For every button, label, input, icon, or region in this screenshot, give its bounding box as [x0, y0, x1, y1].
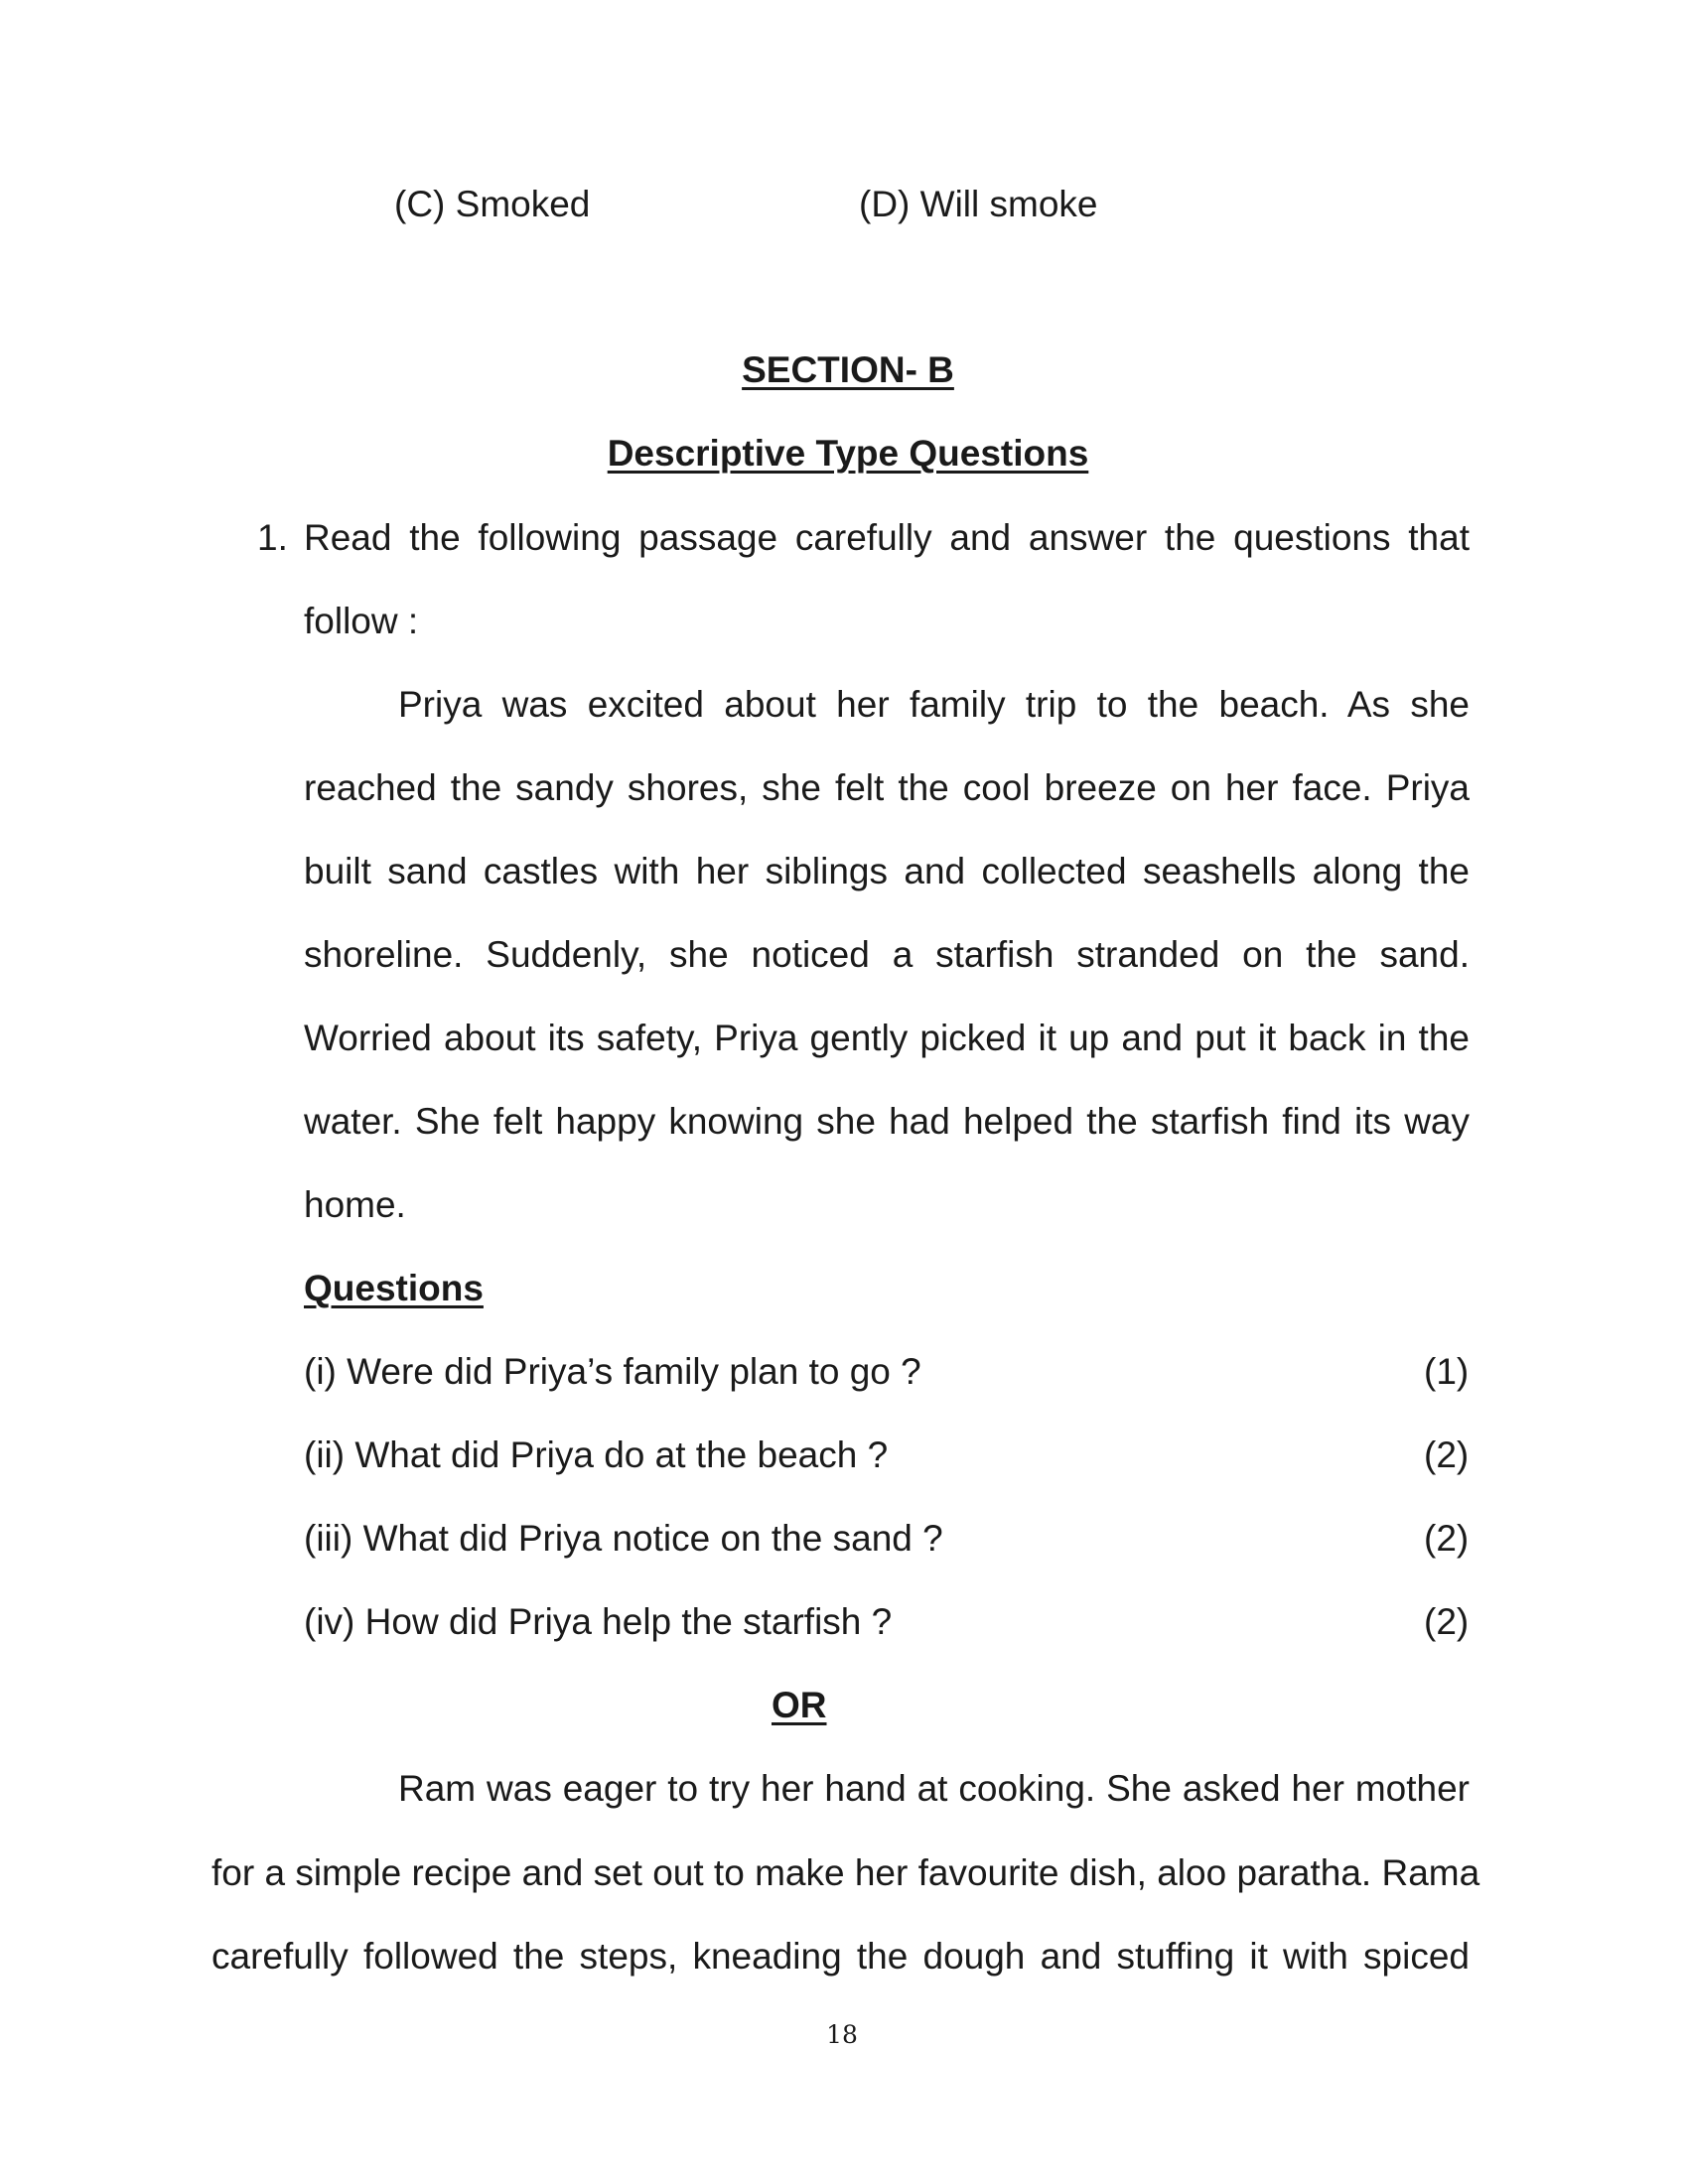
passage-line: reached the sandy shores, she felt the cool breeze on her face. Priya: [304, 767, 1470, 808]
alt-passage-line: carefully followed the steps, kneading the dough and stuffing it with spiced: [211, 1936, 1470, 1977]
option-d: (D) Will smoke: [859, 184, 1098, 224]
passage-line: Priya was excited about her family trip to the beach. As she: [398, 684, 1470, 725]
sub-question: (iii) What did Priya notice on the sand ?: [304, 1518, 943, 1559]
or-label: OR: [772, 1685, 827, 1725]
question-number: 1.: [257, 517, 288, 558]
sub-question-marks: (2): [1424, 1601, 1470, 1642]
question-prompt-line1: Read the following passage carefully and answer the questions that: [304, 517, 1470, 558]
sub-question: (ii) What did Priya do at the beach ?: [304, 1434, 889, 1475]
page-number: 18: [826, 2020, 858, 2049]
section-subtitle-text: Descriptive Type Questions: [607, 433, 1089, 474]
passage-line: shoreline. Suddenly, she noticed a starfish stranded on the sand.: [304, 934, 1470, 975]
section-subtitle: [0, 432, 1688, 476]
sub-question-marks: (2): [1424, 1518, 1470, 1559]
alt-passage-line: Ram was eager to try her hand at cooking. She asked her mother: [398, 1768, 1470, 1809]
sub-question: (iv) How did Priya help the starfish ?: [304, 1601, 893, 1642]
page-number-wrapper: [0, 2020, 1688, 2050]
passage-line: Worried about its safety, Priya gently picked it up and put it back in the: [304, 1018, 1470, 1058]
sub-question-marks: (1): [1424, 1351, 1470, 1392]
sub-question: (i) Were did Priya’s family plan to go ?: [304, 1351, 921, 1392]
passage-line: home.: [304, 1184, 406, 1225]
section-title: [0, 348, 1688, 392]
questions-heading: Questions: [304, 1268, 484, 1308]
option-c: (C) Smoked: [394, 184, 591, 224]
question-prompt-line2: follow :: [304, 601, 419, 641]
passage-line: water. She felt happy knowing she had helped the starfish find its way: [304, 1101, 1470, 1142]
sub-question-marks: (2): [1424, 1434, 1470, 1475]
passage-line: built sand castles with her siblings and collected seashells along the: [304, 851, 1470, 891]
alt-passage-line: for a simple recipe and set out to make her favourite dish, aloo paratha. Rama: [211, 1852, 1480, 1893]
section-title-text: SECTION- B: [742, 349, 954, 390]
